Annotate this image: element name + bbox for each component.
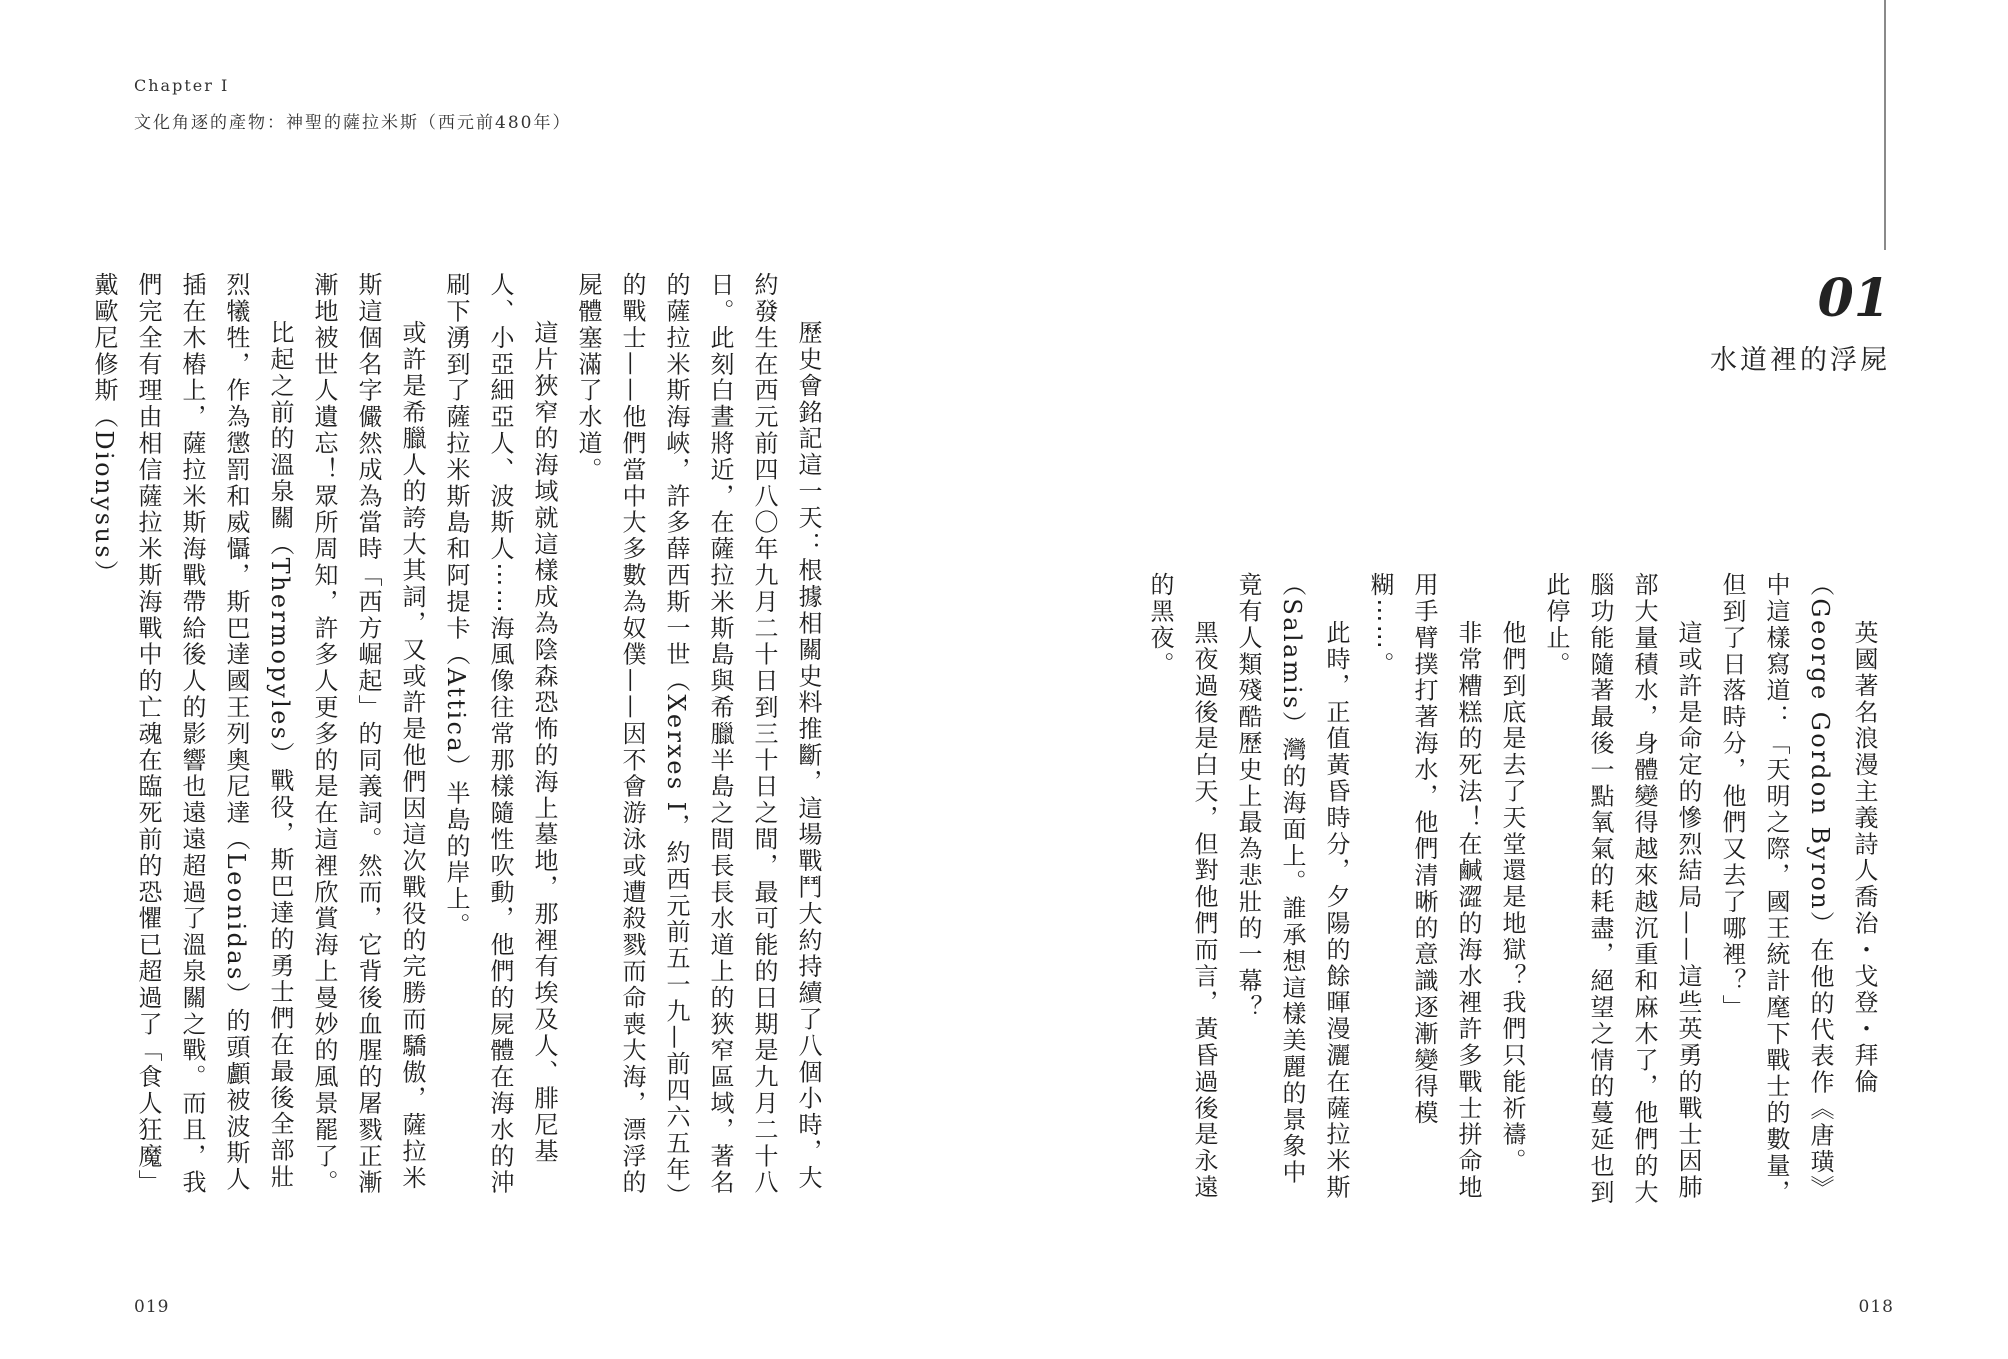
section-title: 水道裡的浮屍 <box>1710 345 1890 376</box>
section-number: 01 <box>1817 268 1890 329</box>
page-number-right: 018 <box>1858 1297 1894 1317</box>
chapter-label: Chapter Ⅰ <box>134 76 230 95</box>
paragraph: 此時，正值黃昏時分，夕陽的餘暉漫灑在薩拉米斯（Salamis）灣的海面上。誰承想這樣美麗的景象中竟有人類殘酷歷史上最為悲壯的一幕？ <box>1234 572 1350 1201</box>
paragraph: 或許是希臘人的誇大其詞，又或許是他們因這次戰役的完勝而驕傲，薩拉米斯這個名字儼然成為當時「西方崛起」的同義詞。然而，它背後血腥的屠戮正漸漸地被世人遺忘！眾所周知，許多人更多的是在這裡欣賞海上曼妙的風景罷了。 <box>310 272 426 1196</box>
chapter-title: 文化角逐的產物：神聖的薩拉米斯（西元前480年） <box>134 113 572 133</box>
paragraph: 比起之前的溫泉關（Thermopyles）戰役，斯巴達的勇士們在最後全部壯烈犧牲，作為懲罰和威懾，斯巴達國王列奧尼達（Leonidas）的頭顱被波斯人插在木樁上，薩拉米斯海戰帶給後人的影響也遠遠超過了溫泉關之戰。而且，我們完全有理由相信薩拉米斯海戰中的亡魂在臨死前的恐懼已超過了「食人狂魔」戴歐尼修斯（Dionysus） <box>90 272 294 1196</box>
page-number-left: 019 <box>134 1297 170 1317</box>
paragraph: 這或許是命定的慘烈結局——這些英勇的戰士因肺部大量積水，身體變得越來越沉重和麻木了，他們的大腦功能隨著最後一點氧氣的耗盡，絕望之情的蔓延也到此停止。 <box>1542 572 1702 1206</box>
right-page-body <box>1074 572 1886 1212</box>
paragraph: 非常糟糕的死法！在鹹澀的海水裡許多戰士拼命地用手臂撲打著海水，他們清晰的意識逐漸變得模糊⋯⋯。 <box>1366 572 1482 1201</box>
paragraph: 他們到底是去了天堂還是地獄？我們只能祈禱。 <box>1498 620 1526 1175</box>
section-divider-line <box>1884 0 1886 250</box>
paragraph: 英國著名浪漫主義詩人喬治・戈登・拜倫（George Gordon Byron）在他的代表作《唐璜》中這樣寫道：「天明之際，國王統計麾下戰士的數量，但到了日落時分，他們又去了哪裡？」 <box>1718 572 1878 1206</box>
left-page-body <box>90 272 830 1212</box>
paragraph: 黑夜過後是白天，但對他們而言，黃昏過後是永遠的黑夜。 <box>1146 572 1218 1201</box>
paragraph: 這片狹窄的海域就這樣成為陰森恐怖的海上墓地，那裡有埃及人、腓尼基人、小亞細亞人、波斯人⋯⋯海風像往常那樣隨性吹動，他們的屍體在海水的沖刷下湧到了薩拉米斯島和阿提卡（Attica）半島的岸上。 <box>442 272 558 1196</box>
paragraph: 歷史會銘記這一天：根據相關史料推斷，這場戰鬥大約持續了八個小時，大約發生在西元前四八〇年九月二十日到三十日之間，最可能的日期是九月二十八日。此刻白晝將近，在薩拉米斯島與希臘半島之間長長水道上的狹窄區域，著名的薩拉米斯海峽，許多薛西斯一世（Xerxes I，約西元前五一九—前四六五年）的戰士——他們當中大多數為奴僕——因不會游泳或遭殺戮而命喪大海，漂浮的屍體塞滿了水道。 <box>574 272 822 1210</box>
